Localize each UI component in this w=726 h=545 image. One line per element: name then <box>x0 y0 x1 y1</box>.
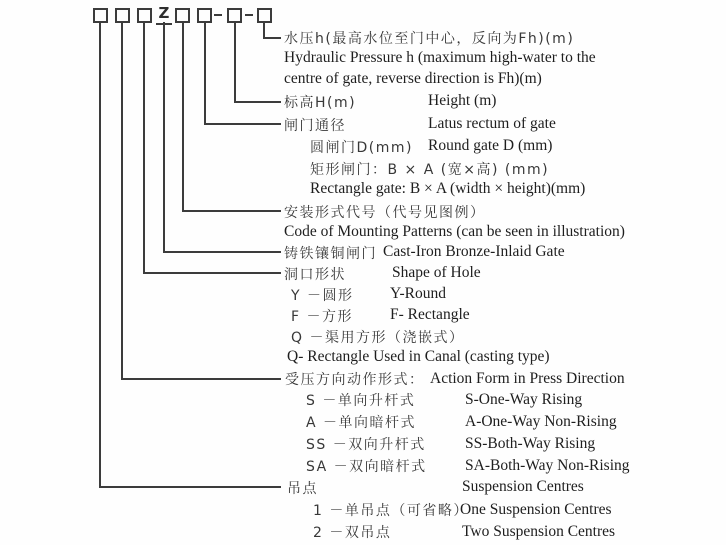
code-box-5 <box>197 8 212 23</box>
code-box-2 <box>115 8 130 23</box>
a-non-rising-label-cn: A －单向暗杆式 <box>306 415 417 431</box>
mounting-code-label-en: Code of Mounting Patterns (can be seen in illustration) <box>284 223 625 240</box>
ss-rising-label-cn: SS －双向升杆式 <box>306 437 426 453</box>
round-gate-label-en: Round gate D (mm) <box>428 137 553 154</box>
code-dash-2 <box>245 14 253 16</box>
y-round-label-en: Y-Round <box>390 285 446 302</box>
y-round-label-cn: Y －圆形 <box>291 288 354 304</box>
cast-iron-gate-label-cn: 铸铁镶铜闸门 <box>284 246 377 262</box>
f-rectangle-label-en: F- Rectangle <box>390 306 470 323</box>
gate-diameter-label-cn: 闸门通径 <box>284 118 346 134</box>
hole-shape-label-en: Shape of Hole <box>392 264 481 281</box>
action-form-label-en: Action Form in Press Direction <box>430 370 625 387</box>
s-rising-label-cn: S －单向升杆式 <box>306 393 416 409</box>
water-pressure-label-cn: 水压h(最高水位至门中心，反向为Fh)(m) <box>284 31 575 47</box>
one-suspension-label-en: One Suspension Centres <box>460 501 612 518</box>
height-label-cn: 标高H(m) <box>284 95 357 111</box>
height-label-en: Height (m) <box>428 92 497 109</box>
suspension-label-cn: 吊点 <box>287 481 318 497</box>
code-box-3 <box>137 8 152 23</box>
sa-non-rising-label-cn: SA －双向暗杆式 <box>306 459 427 475</box>
water-pressure-label-en1: Hydraulic Pressure h (maximum high-water to the <box>284 49 596 66</box>
suspension-label-en: Suspension Centres <box>462 478 584 495</box>
a-non-rising-label-en: A-One-Way Non-Rising <box>465 413 617 430</box>
leader-line-water-pressure <box>263 22 281 39</box>
round-gate-label-cn: 圆闸门D(mm) <box>310 140 413 156</box>
code-dash-1 <box>214 14 222 16</box>
sa-non-rising-label-en: SA-Both-Way Non-Rising <box>465 457 630 474</box>
two-suspension-label-cn: 2 －双吊点 <box>313 525 392 541</box>
gate-diameter-label-en: Latus rectum of gate <box>428 115 556 132</box>
code-box-6 <box>227 8 242 23</box>
s-rising-label-en: S-One-Way Rising <box>465 391 583 408</box>
q-canal-label-cn: Q －渠用方形（浇嵌式） <box>291 330 465 346</box>
one-suspension-label-cn: 1 －单吊点（可省略） <box>313 503 469 519</box>
code-box-7 <box>257 8 272 23</box>
f-rectangle-label-cn: F －方形 <box>291 309 354 325</box>
mounting-code-label-cn: 安装形式代号（代号见图例） <box>284 205 486 221</box>
ss-rising-label-en: SS-Both-Way Rising <box>465 435 596 452</box>
rectangle-gate-label-en: Rectangle gate: B × A (width × height)(mm) <box>310 180 586 197</box>
code-box-1 <box>93 8 108 23</box>
hole-shape-label-cn: 洞口形状 <box>284 267 346 283</box>
q-canal-label-en: Q- Rectangle Used in Canal (casting type) <box>287 348 550 365</box>
code-letter-z: Z <box>156 4 172 25</box>
rectangle-gate-label-cn: 矩形闸门：B × A (宽×高) (mm) <box>310 162 550 178</box>
cast-iron-gate-label-en: Cast-Iron Bronze-Inlaid Gate <box>383 243 565 260</box>
two-suspension-label-en: Two Suspension Centres <box>462 523 616 540</box>
code-box-4 <box>175 8 190 23</box>
action-form-label-cn: 受压方向动作形式： <box>285 372 425 388</box>
water-pressure-label-en2: centre of gate, reverse direction is Fh)(m) <box>284 70 542 87</box>
